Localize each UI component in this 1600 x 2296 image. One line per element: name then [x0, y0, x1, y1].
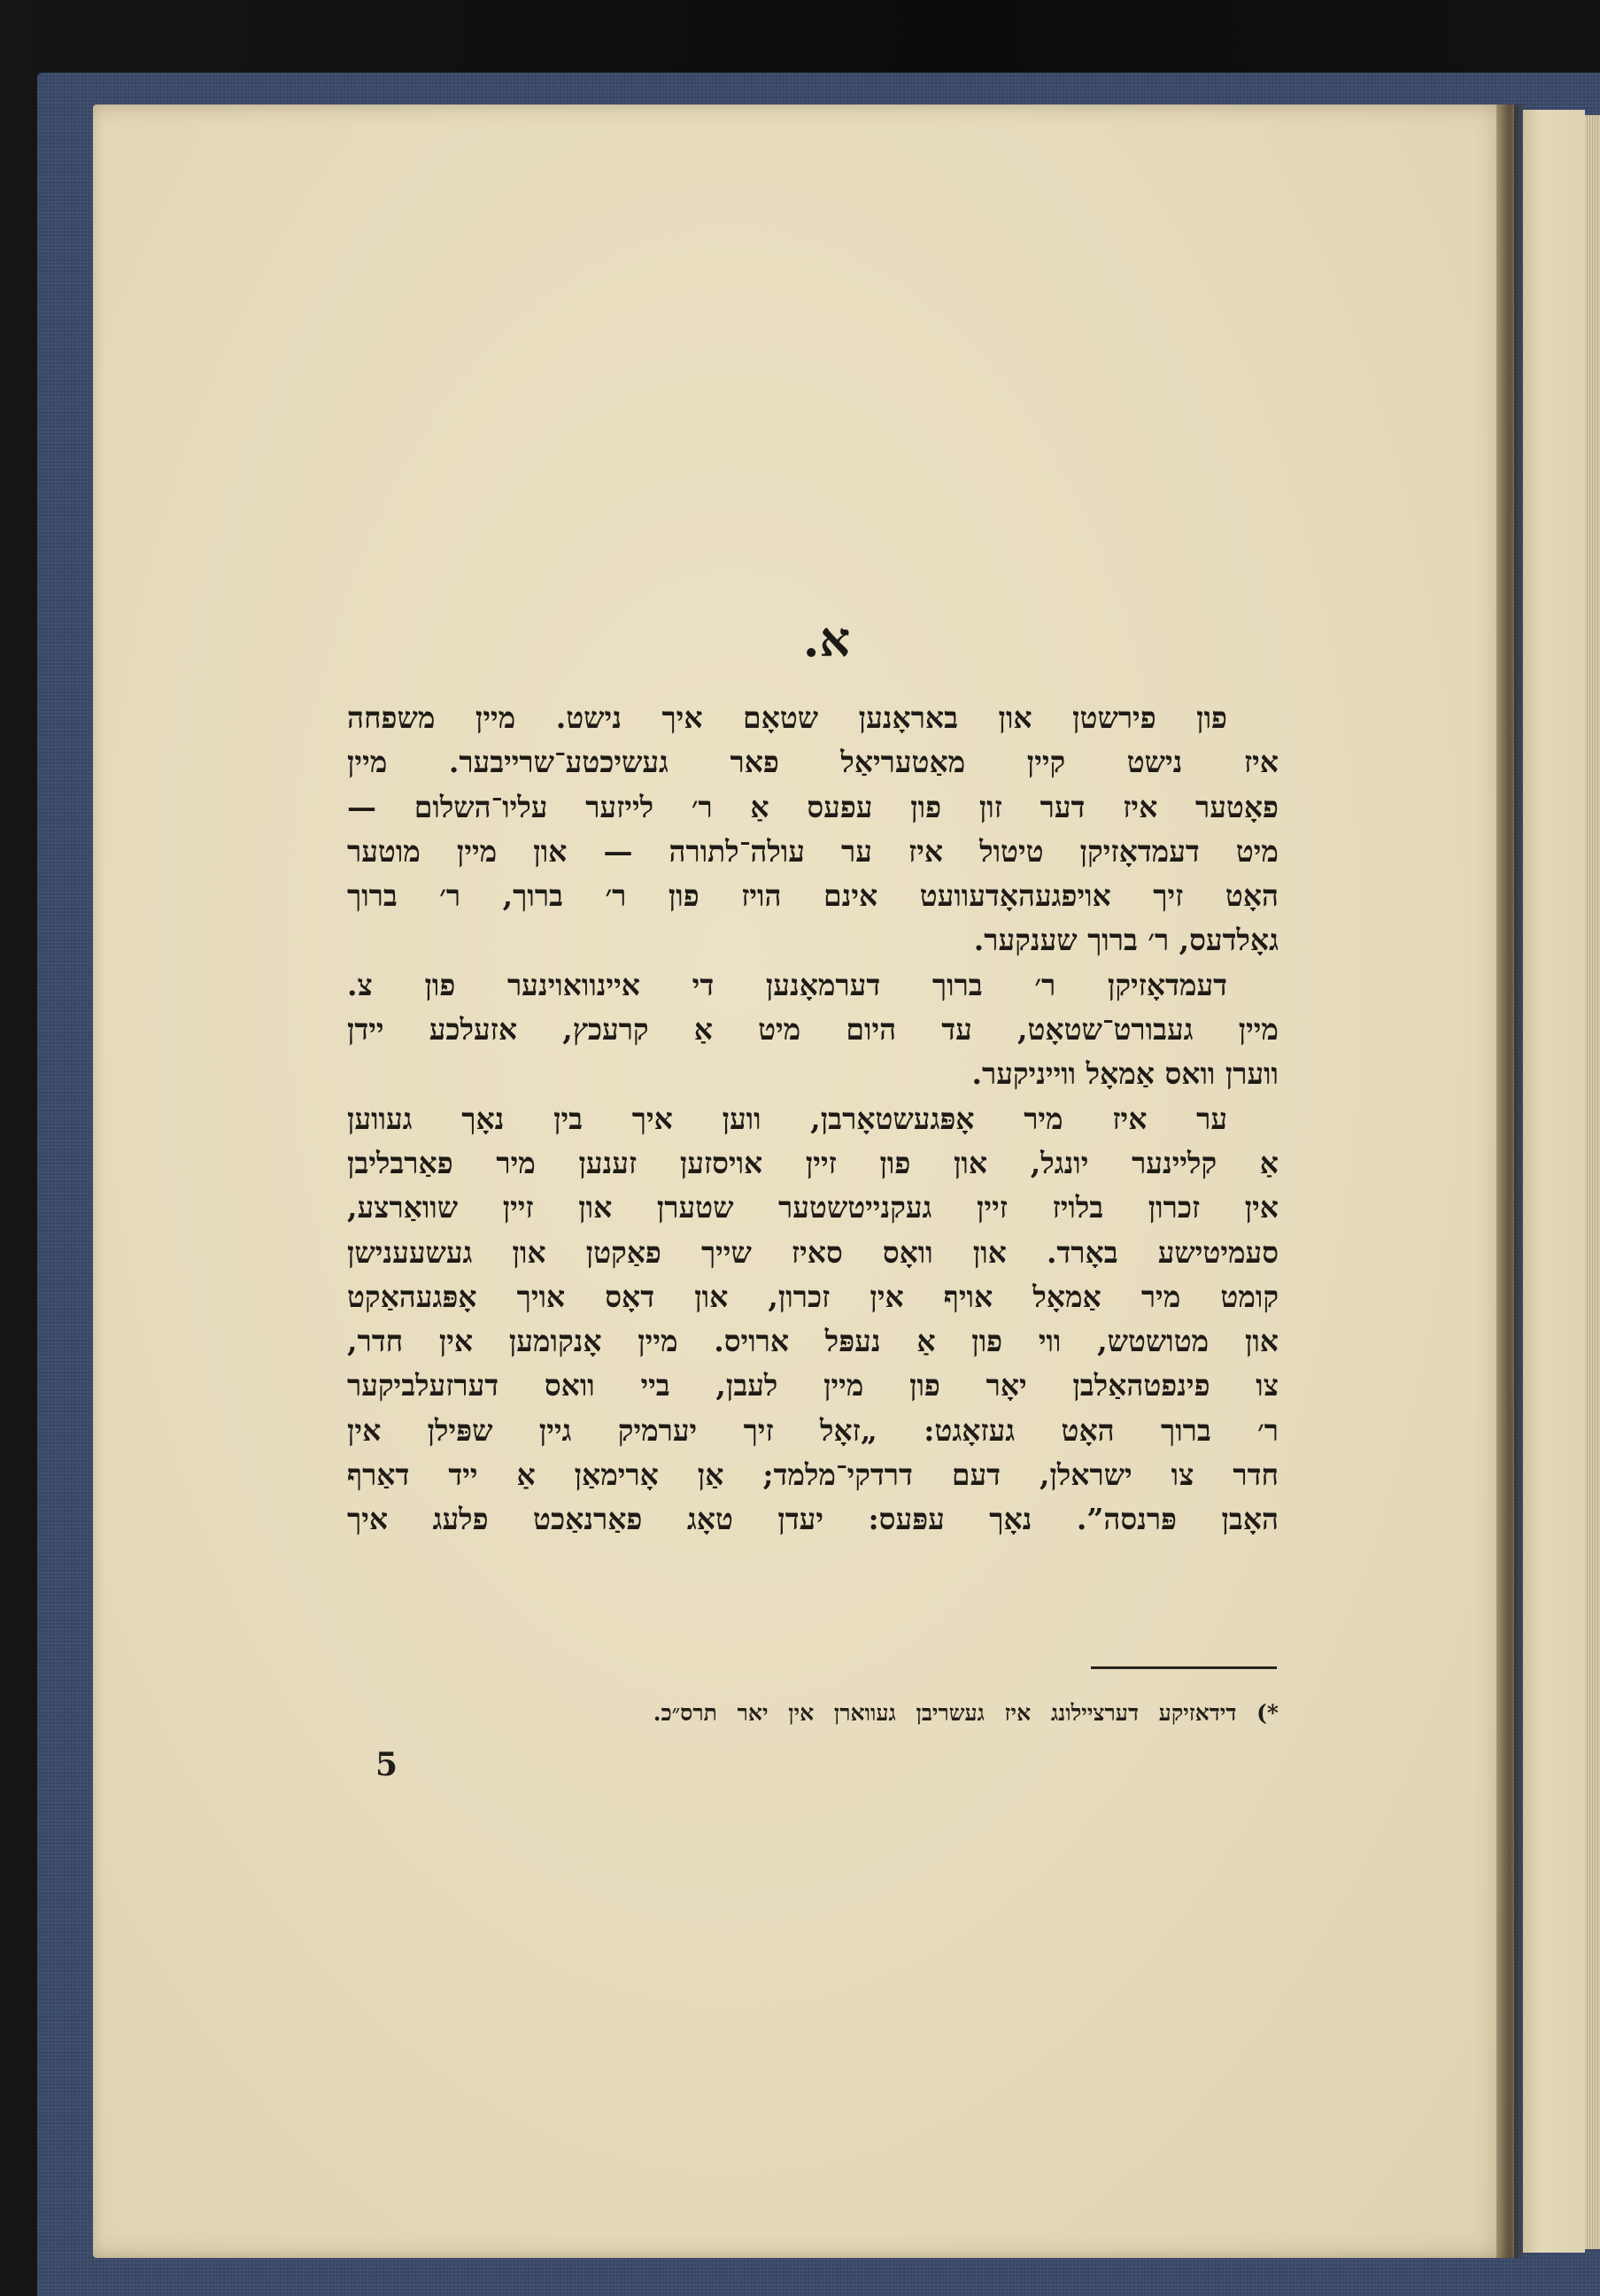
- book-gutter: [1496, 104, 1523, 2258]
- chapter-heading: [0, 611, 1600, 668]
- text-line: האָבן פּרנסה”. נאָך עפּעס: יעדן טאָג פאַרנאַכט פלעג איך: [347, 1502, 1279, 1537]
- text-line: פאָטער איז דער זון פון עפעס אַ ר׳ לייזער עליו־השלום —: [347, 789, 1279, 824]
- text-line: איז נישט קיין מאַטעריאַל פאר געשיכטע־שרייבער. מיין: [347, 745, 1279, 780]
- text-line: דעמדאָזיקן ר׳ ברוך דערמאָנען די איינוואוינער פון צ.: [347, 967, 1227, 1002]
- footnote: *) דידאזיקע דערציילונג איז געשריבן געווארן אין יאר תרס״כ.: [653, 1700, 1279, 1726]
- text-line: קומט מיר אַמאָל אויף אין זכרון, און דאָס אויך אָפּגעהאַקט: [347, 1279, 1279, 1314]
- text-line: האָט זיך אויפגעהאָדעוועט אינם הויז פון ר׳ ברוך, ר׳ ברוך: [347, 878, 1279, 914]
- text-line: פון פירשטן און באראָנען שטאָם איך נישט. מיין משפחה: [347, 700, 1227, 735]
- text-line: חדר צו ישראלן, דעם דרדקי־מלמד; אַן אָרימאַן אַ ייד דאַרף: [347, 1457, 1279, 1493]
- facing-page: [1523, 110, 1585, 2253]
- chapter-heading-text: א.: [802, 611, 851, 668]
- text-line: אין זכרון בלויז זיין געקנייטשטער שטערן און זיין שוואַרצע,: [347, 1190, 1279, 1225]
- text-line: סעמיטישע באָרד. און וואָס סאיז שייך פאַקטן און געשעענישן: [347, 1234, 1279, 1270]
- page-number: 5: [375, 1746, 398, 1783]
- text-line: און מטושטש, ווי פון אַ נעפּל ארויס. מיין אָנקומען אין חדר,: [347, 1324, 1279, 1359]
- text-line: גאָלדעס, ר׳ ברוך שענקער.: [973, 923, 1279, 958]
- text-line: אַ קליינער יונגל, און פון זיין אויסזען זענען מיר פאַרבליבן: [347, 1145, 1279, 1180]
- page-edges: [1585, 115, 1600, 2249]
- text-line: צו פינפטהאַלבן יאָר פון מיין לעבן, ביי וואס דערזעלביקער: [347, 1368, 1279, 1403]
- text-line: ער איז מיר אָפּגעשטאָרבן, ווען איך בין נאָך געווען: [347, 1101, 1227, 1136]
- text-line: מיט דעמדאָזיקן טיטול איז ער עולה־לתורה — און מיין מוטער: [347, 833, 1279, 869]
- text-line: ווערן וואס אַמאָל ווייניקער.: [971, 1056, 1279, 1092]
- footnote-rule: [1091, 1666, 1277, 1669]
- text-line: ר׳ ברוך האָט געזאָגט: „זאָל זיך יערמיק גיין שפּילן אין: [347, 1412, 1279, 1448]
- body-text: [347, 696, 1279, 1542]
- text-line: מיין געבורט־שטאָט, עד היום מיט אַ קרעכץ, אזעלכע יידן: [347, 1012, 1279, 1048]
